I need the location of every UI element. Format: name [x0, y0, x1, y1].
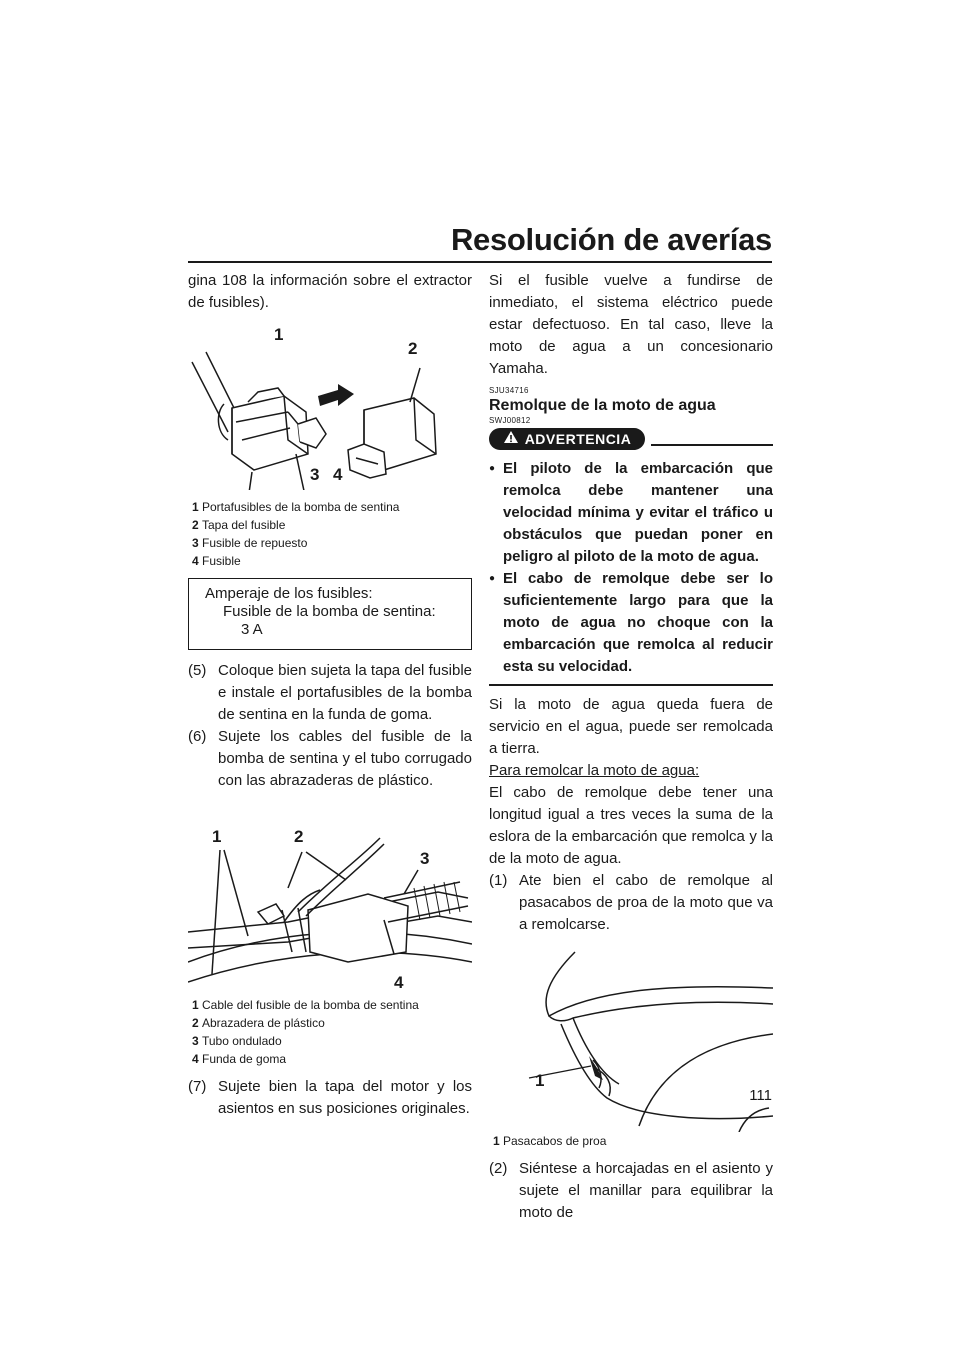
warning-header [489, 426, 773, 452]
paragraph-tow: Si la moto de agua queda fuera de servicio en el agua, puede ser remolcada a tierra. [489, 696, 773, 757]
warning-bullet: ● El cabo de remolque debe ser lo suficientemente largo para que la moto de agua no choque con la embarcación que remolca al reducir esta su velocidad. [489, 568, 773, 678]
fig2-caption-list [192, 996, 472, 1068]
callout-1: 1 [212, 827, 222, 846]
caption-item: 3 Tubo ondulado [192, 1034, 282, 1048]
step-6: (6) Sujete los cables del fusible de la bomba de sentina y el tubo corrugado con las abrazaderas de plástico. [188, 728, 472, 789]
step-2: (2) Siéntese a horcajadas en el asiento y sujete el manillar para equilibrar la moto de [489, 1160, 773, 1221]
box-line: Amperaje de los fusibles: [205, 585, 373, 602]
fig3-caption-list [493, 1132, 773, 1150]
cable-clamp-illustration [188, 812, 472, 996]
subheading: Para remolcar la moto de agua: [489, 762, 700, 779]
section-code: SJU34716 [489, 386, 529, 395]
callout-4: 4 [394, 973, 404, 992]
warning-bullet: ● El piloto de la embarcación que remolca debe mantener una velocidad mínima y evitar el tráfico u obstáculos que puedan poner en peligro al piloto de la moto de agua. [489, 458, 773, 568]
fig1-caption-list [192, 498, 472, 570]
paragraph-rope-length: El cabo de remolque debe tener una longitud igual a tres veces la suma de la eslora de la embarcación que remolca y la de la moto de agua. [489, 784, 773, 867]
caption-item: 1 Cable del fusible de la bomba de sentina [192, 998, 419, 1012]
header-rule [188, 261, 772, 263]
caption-item: 1 Portafusibles de la bomba de sentina [192, 500, 400, 514]
callout-1: 1 [535, 1071, 545, 1090]
callout-1: 1 [274, 325, 284, 344]
page-number: 111 [749, 1087, 772, 1104]
right-column [489, 270, 773, 1224]
caption-item: 1 Pasacabos de proa [493, 1134, 607, 1148]
callout-2: 2 [408, 339, 418, 358]
caption-item: 3 Fusible de repuesto [192, 536, 308, 550]
fuse-holder-figure [188, 322, 472, 490]
box-line: Fusible de la bomba de sentina: [223, 603, 436, 620]
section-title: Remolque de la moto de agua [489, 397, 716, 414]
warning-badge: ADVERTENCIA [489, 428, 645, 450]
fuse-holder-illustration [188, 322, 472, 490]
callout-3: 3 [420, 849, 430, 868]
step-1: (1) Ate bien el cabo de remolque al pasacabos de proa de la moto que va a remolcarse. [489, 872, 773, 933]
callout-3: 3 [310, 465, 320, 484]
page-title: Resolución de averías [450, 222, 772, 257]
bow-eye-illustration [489, 948, 773, 1132]
caption-item: 2 Abrazadera de plástico [192, 1016, 325, 1030]
bow-eye-figure [489, 948, 773, 1132]
callout-2: 2 [294, 827, 304, 846]
caption-item: 4 Fusible [192, 554, 241, 568]
cable-clamp-figure [188, 812, 472, 996]
step-7: (7) Sujete bien la tapa del motor y los asientos en sus posiciones originales. [188, 1078, 472, 1117]
caption-item: 4 Funda de goma [192, 1052, 287, 1066]
warning-rule [651, 444, 773, 446]
paragraph-fuse-defect: Si el fusible vuelve a fundirse de inmediato, el sistema eléctrico puede estar defectuoso. En tal caso, lleve la moto de agua a un concesionario Yamaha. [489, 272, 773, 377]
box-line: 3 A [241, 621, 263, 638]
intro-paragraph: gina 108 la información sobre el extractor de fusibles). [188, 272, 472, 311]
callout-4: 4 [333, 465, 343, 484]
left-column [188, 270, 472, 1120]
step-5: (5) Coloque bien sujeta la tapa del fusible e instale el portafusibles de la bomba de sentina en la funda de goma. [188, 662, 472, 723]
warning-end-rule [489, 684, 773, 686]
caption-item: 2 Tapa del fusible [192, 518, 286, 532]
warning-triangle-icon [503, 428, 519, 450]
warning-code: SWJ00812 [489, 416, 531, 425]
fuse-amperage-box [188, 578, 472, 650]
